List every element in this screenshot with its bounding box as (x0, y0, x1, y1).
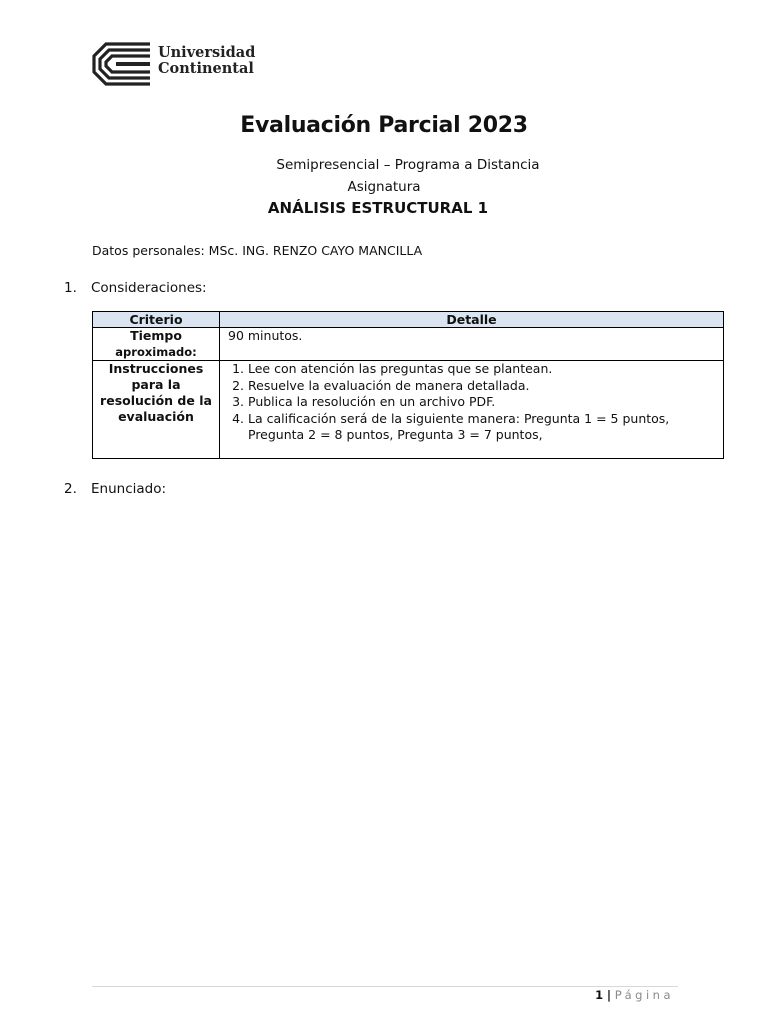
page-number: 1 (595, 988, 604, 1002)
table-header-row (93, 312, 724, 328)
subtitle: Semipresencial – Programa a Distancia (276, 157, 540, 173)
detalle-cell (220, 328, 724, 361)
list-item: 3. Publica la resolución en un archivo PDF. (248, 394, 723, 411)
page-word: Página (614, 988, 674, 1002)
logo-line-2: Continental (158, 60, 254, 77)
section-2-label: Enunciado: (91, 481, 167, 497)
criterio-text: resolución de la (100, 393, 212, 408)
section-2-number: 2. (64, 481, 77, 497)
criterio-cell (93, 328, 220, 361)
criterio-text: Instrucciones (108, 361, 204, 376)
university-logo (92, 42, 256, 86)
list-item: 1. Lee con atención las preguntas que se plantean. (248, 361, 723, 378)
page-title: Evaluación Parcial 2023 (240, 113, 528, 138)
instructions-list (220, 361, 723, 444)
table-row (93, 361, 724, 459)
detalle-text: 90 minutos. (228, 328, 303, 343)
page-footer (595, 988, 674, 1002)
criterio-cell (93, 361, 220, 459)
list-item: 2. Resuelve la evaluación de manera detallada. (248, 378, 723, 395)
criterio-text: evaluación (118, 409, 194, 424)
header-criterio: Criterio (93, 312, 220, 328)
logo-line-1: Universidad (158, 44, 256, 61)
course-name: ANÁLISIS ESTRUCTURAL 1 (267, 199, 489, 217)
section-1-number: 1. (64, 280, 77, 296)
continental-logo-icon (92, 42, 152, 86)
criterio-text: aproximado: (115, 345, 197, 359)
section-2-heading (64, 481, 166, 497)
table-row (93, 328, 724, 361)
personal-data: Datos personales: MSc. ING. RENZO CAYO MANCILLA (92, 243, 423, 258)
footer-divider (92, 986, 678, 987)
criterio-text: Tiempo (130, 328, 182, 343)
asignatura-label: Asignatura (347, 179, 421, 195)
list-item: 4. La calificación será de la siguiente manera: Pregunta 1 = 5 puntos, Pregunta 2 = 8 puntos, Pregunta 3 = 7 puntos, (248, 411, 723, 444)
header-detalle: Detalle (220, 312, 724, 328)
section-1-heading (64, 280, 207, 296)
section-1-label: Consideraciones: (91, 280, 207, 296)
criteria-table (92, 311, 724, 459)
footer-separator: | (606, 988, 612, 1002)
criterio-text: para la (131, 377, 181, 392)
detalle-cell (220, 361, 724, 459)
